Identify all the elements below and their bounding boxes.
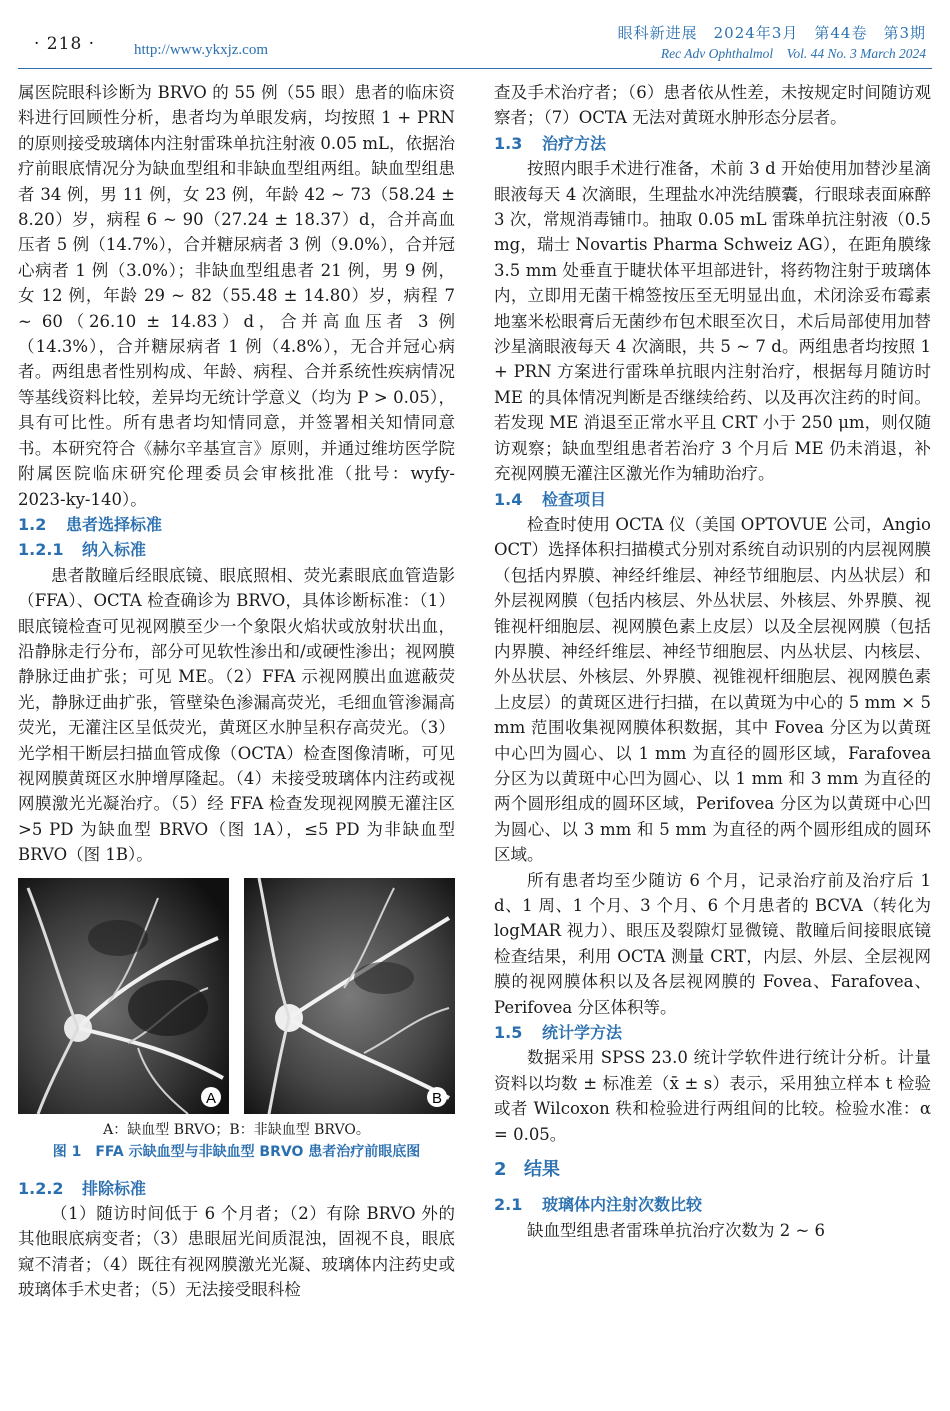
page-header: [0, 0, 950, 70]
paragraph: 检查时使用 OCTA 仪（美国 OPTOVUE 公司，Angio OCT）选择体积扫描模式分别对系统自动识别的内层视网膜（包括内界膜、神经纤维层、神经节细胞层、内丛状层）和外层视网膜（包括内核层、外丛状层、外核层、外界膜、视锥视杆细胞层、视网膜色素上皮层）以及全层视网膜（包括内界膜、神经纤维层、神经节细胞层、内丛状层、内核层、外丛状层、外核层、外界膜、视锥视杆细胞层、视网膜色素上皮层）的黄斑区进行扫描，在以黄斑为中心的 5 mm × 5 mm 范围收集视网膜体积数据，其中 Fovea 分区为以黄斑中心凹为圆心、以 1 mm 为直径的圆形区域，Farafovea 分区为以黄斑中心凹为圆心、以 1 mm 和 3 mm 为直径的两个圆形组成的圆环区域，Perifovea 分区为以黄斑中心凹为圆心、以 3 mm 和 5 mm 为直径的两个圆形组成的圆环区域。: [494, 514, 931, 865]
section-heading-1-2: 1.2 患者选择标准: [18, 514, 163, 534]
journal-url[interactable]: http://www.ykxjz.com: [134, 42, 269, 58]
figure-subcaption: A：缺血型 BRVO；B：非缺血型 BRVO。: [103, 1121, 370, 1138]
paragraph: （1）随访时间低于 6 个月者；（2）有除 BRVO 外的其他眼底病变者；（3）患眼屈光间质混浊，固视不良，眼底窥不清者；（4）既往有视网膜激光光凝、玻璃体内注药史或玻璃体手术史者；（5）无法接受眼科检: [18, 1204, 455, 1300]
section-heading-1-2-2: 1.2.2 排除标准: [18, 1178, 147, 1198]
paragraph: 查及手术治疗者；（6）患者依从性差，未按规定时间随访观察者；（7）OCTA 无法对黄斑水肿形态分层者。: [494, 83, 931, 128]
section-heading-1-5: 1.5 统计学方法: [494, 1023, 623, 1043]
page-number: · 218 ·: [34, 34, 96, 54]
paragraph: 属医院眼科诊断为 BRVO 的 55 例（55 眼）患者的临床资料进行回顾性分析，患者均为单眼发病，均按照 1 + PRN 的原则接受玻璃体内注射雷珠单抗注射液 0.05 mL，依据治疗前眼底情况分为缺血型组和非缺血型组两组。缺血型组患者 34 例，男 11 例，女 23 例，年龄 42 ~ 73（58.24 ± 8.20）岁，病程 6 ~ 90（27.24 ± 18.37）d，合并高血压者 5 例（14.7%），合并糖尿病者 3 例（9.0%），合并冠心病者 1 例（3.0%）；非缺血型组患者 21 例，男 9 例，女 12 例，年龄 29 ~ 82（55.48 ± 14.80）岁，病程 7 ~ 60（26.10 ± 14.83）d，合并高血压者 3 例（14.3%），合并糖尿病者 1 例（4.8%），无合并冠心病者。两组患者性别构成、年龄、病程、合并系统性疾病情况等基线资料比较，差异均无统计学意义（均为 P > 0.05），具有可比性。所有患者均知情同意，并签署相关知情同意书。本研究符合《赫尔辛基宣言》原则，并通过维坊医学院附属医院临床研究伦理委员会审核批准（批号：wyfy-2023-ky-140）。: [18, 83, 455, 509]
figure-label-b: B: [431, 1089, 443, 1107]
section-heading-1-3: 1.3 治疗方法: [494, 133, 607, 153]
fundus-image-b: [244, 878, 455, 1114]
figure-label-a: A: [205, 1089, 217, 1107]
figure-1: [18, 878, 455, 1162]
paragraph: 数据采用 SPSS 23.0 统计学软件进行统计分析。计量资料以均数 ± 标准差（x̄ ± s）表示，采用独立样本 t 检验或者 Wilcoxon 秩和检验进行两组间的比较。检验水准：α = 0.05。: [494, 1048, 931, 1144]
journal-name-en: Rec Adv Ophthalmol Vol. 44 No. 3 March 2024: [660, 46, 926, 61]
header-rule: [18, 68, 932, 69]
fundus-image-a: [18, 878, 229, 1114]
paragraph: 患者散瞳后经眼底镜、眼底照相、荧光素眼底血管造影（FFA）、OCTA 检查确诊为 BRVO，具体诊断标准：（1）眼底镜检查可见视网膜至少一个象限火焰状或放射状出血，沿静脉走行分布，部分可见软性渗出和/或硬性渗出；视网膜静脉迂曲扩张；可见 ME。（2）FFA 示视网膜出血遮蔽荧光，静脉迂曲扩张，管壁染色渗漏高荧光，毛细血管渗漏高荧光，无灌注区呈低荧光，黄斑区水肿呈积存高荧光。（3）光学相干断层扫描血管成像（OCTA）检查图像清晰，可见视网膜黄斑区水肿增厚隆起。（4）未接受玻璃体内注药或视网膜激光光凝治疗。（5）经 FFA 检查发现视网膜无灌注区 >5 PD 为缺血型 BRVO（图 1A），≤5 PD 为非缺血型 BRVO（图 1B）。: [18, 565, 455, 865]
figure-caption: 图 1 FFA 示缺血型与非缺血型 BRVO 患者治疗前眼底图: [52, 1143, 421, 1160]
section-heading-1-2-1: 1.2.1 纳入标准: [18, 540, 147, 560]
journal-name-cn: 眼科新进展 2024年3月 第44卷 第3期: [617, 24, 926, 42]
left-column: [18, 80, 455, 1303]
section-heading-2: 2 结果: [494, 1159, 560, 1181]
paragraph: 缺血型组患者雷珠单抗治疗次数为 2 ~ 6: [527, 1220, 826, 1240]
paragraph: 按照内眼手术进行准备，术前 3 d 开始使用加替沙星滴眼液每天 4 次滴眼，生理盐水冲洗结膜囊，行眼球表面麻醉 3 次，常规消毒铺巾。抽取 0.05 mL 雷珠单抗注射液（0.5 mg，瑞士 Novartis Pharma Schweiz AG），在距角膜缘 3.5 mm 处垂直于睫状体平坦部进针，将药物注射于玻璃体内，立即用无菌干棉签按压至无明显出血，术闭涂妥布霉素地塞米松眼膏后无菌纱布包术眼至次日，术后局部使用加替沙星滴眼液每天 4 次滴眼，共 5 ~ 7 d。两组患者均按照 1 + PRN 方案进行雷珠单抗眼内注射治疗，根据每月随访时 ME 的具体情况判断是否继续给药、以及再次注药的时间。若发现 ME 消退至正常水平且 CRT 小于 250 μm，则仅随访观察；缺血型组患者若治疗 3 个月后 ME 仍未消退，补充视网膜无灌注区激光作为辅助治疗。: [494, 159, 931, 484]
section-heading-1-4: 1.4 检查项目: [494, 489, 607, 509]
right-column: [494, 80, 931, 1243]
paragraph: 所有患者均至少随访 6 个月，记录治疗前及治疗后 1 d、1 周、1 个月、3 个月、6 个月患者的 BCVA（转化为 logMAR 视力）、眼压及裂隙灯显微镜、散瞳后间接眼底镜检查结果，利用 OCTA 测量 CRT，内层、外层、全层视网膜的视网膜体积以及各层视网膜的 Fovea、Farafovea、Perifovea 分区体积等。: [494, 870, 931, 1017]
section-heading-2-1: 2.1 玻璃体内注射次数比较: [494, 1195, 703, 1215]
